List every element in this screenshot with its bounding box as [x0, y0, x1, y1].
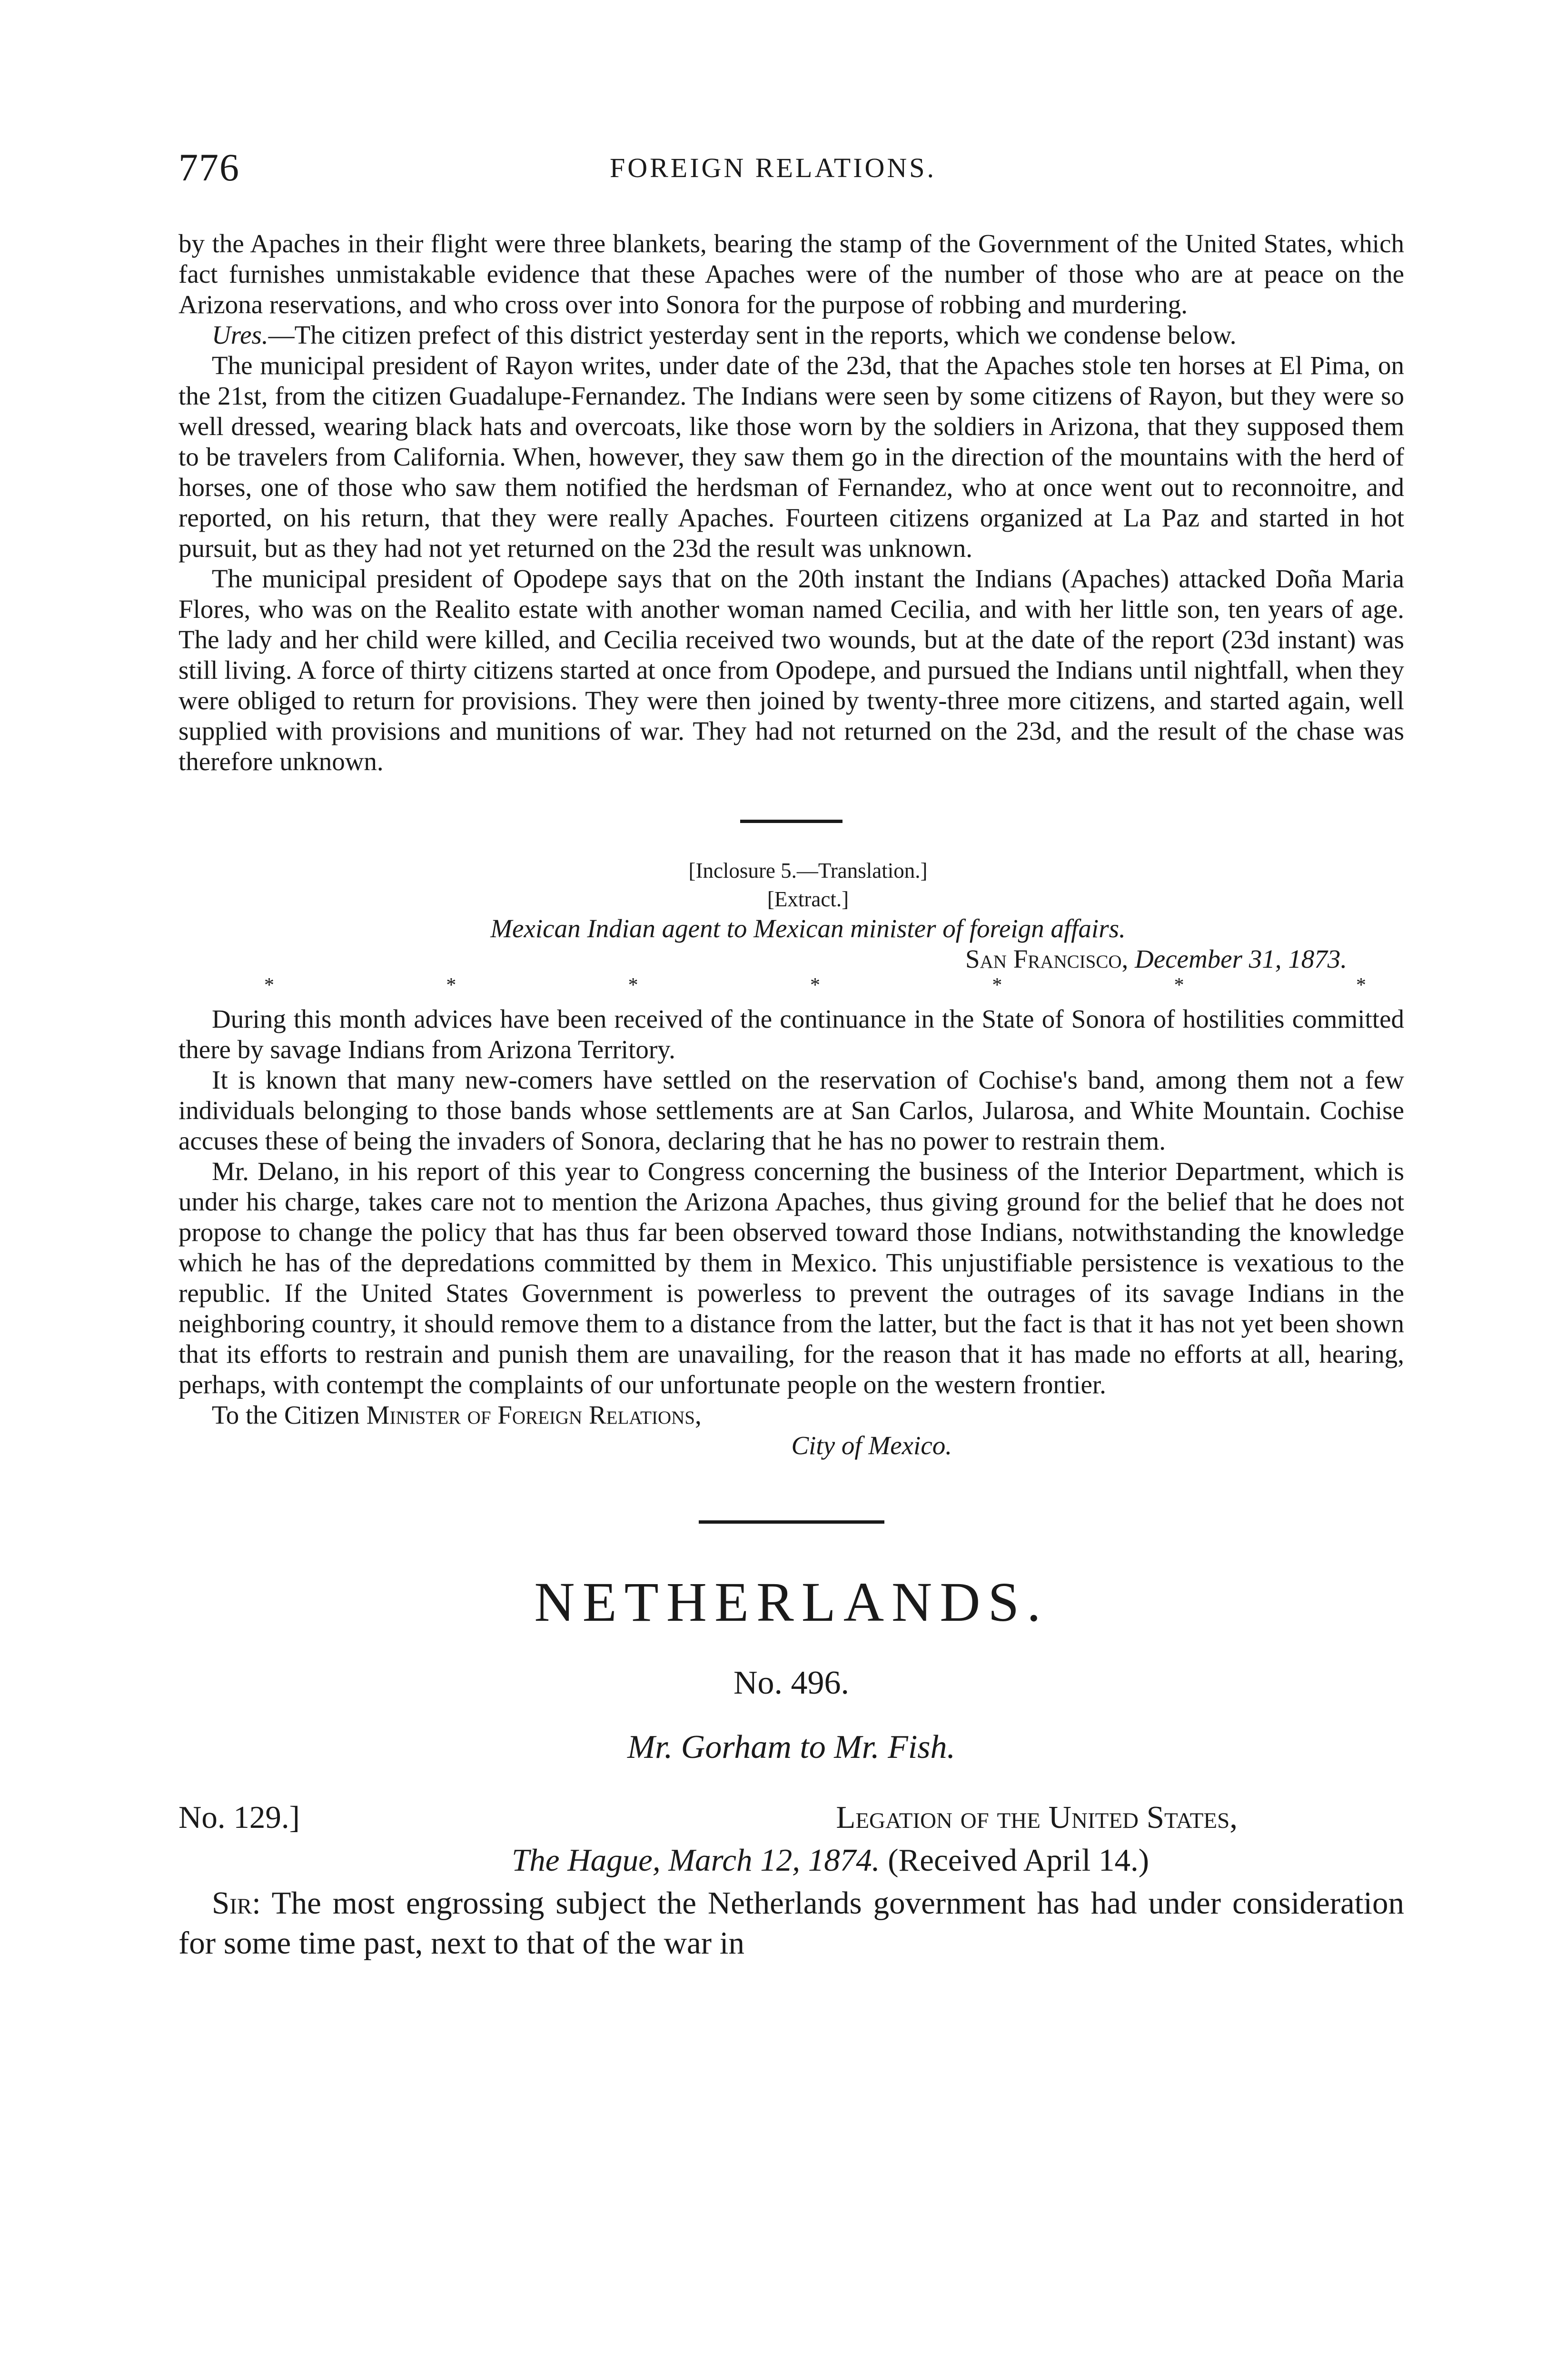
inclosure-paragraph: It is known that many new-comers have settled on the reservation of Cochise's band, among them not a few individuals belonging to those bands whose settlements are at San Carlos, Jularosa, and White Mountain. Cochise accuses these of being the invaders of Sonora, declaring that he has no power to restrain them. — [178, 1065, 1404, 1155]
letter-place: The Hague, — [512, 1843, 661, 1878]
page-number: 776 — [178, 146, 240, 189]
country-heading: NETHERLANDS. — [534, 1571, 1049, 1633]
inclosure-paragraph: Mr. Delano, in his report of this year to Congress concerning the business of the Interior Department, which is under his charge, takes care not to mention the Arizona Apaches, thus giving ground for the belief that he does not propose to change the policy that has thus far been observed toward those Indians, notwithstanding the knowledge which he has of the depredations committed by them in Mexico. This unjustifiable persistence is vexatious to the republic. If the United States Government is powerless to prevent the outrages of its savage Indians in the neighboring country, it should remove them to a distance from the latter, but the fact is that it has not yet been shown that its efforts to restrain and punish them are unavailing, for the reason that it has made no efforts at all, hearing, perhaps, with contempt the complaints of our unfortunate people on the western frontier. — [178, 1157, 1404, 1399]
inclosure-title: Mexican Indian agent to Mexican minister of foreign affairs. — [490, 914, 1126, 943]
document-title: Mr. Gorham to Mr. Fish. — [627, 1729, 956, 1765]
continued-paragraph: by the Apaches in their flight were three blankets, bearing the stamp of the Government of the United States, which fact furnishes unmistakable evidence that these Apaches were of the number of those who are at peace on the Arizona reservations, and who cross over into Sonora for the purpose of robbing and murdering. — [178, 229, 1404, 319]
ures-paragraph — [178, 320, 1404, 350]
asterisk: * — [992, 974, 1002, 996]
rayon-paragraph: The municipal president of Rayon writes, under date of the 23d, that the Apaches stole ten horses at El Pima, on the 21st, from the citizen Guadalupe-Fernandez. The Indians were seen by some citizens of Rayon, but they were so well dressed, wearing black hats and overcoats, like those worn by the soldiers in Arizona, that they supposed them to be travelers from California. When, however, they saw them go in the direction of the mountains with the herd of horses, one of those who saw them notified the herdsman of Fernandez, who at once went out to reconnoitre, and reported, on his return, that they were really Apaches. Fourteen citizens organized at La Paz and started in hot pursuit, but as they had not yet returned on the 23d the result was unknown. — [178, 351, 1404, 563]
letter-dateline-text — [512, 1840, 1149, 1880]
asterisk: * — [1174, 974, 1184, 996]
inclosure-dateline — [178, 944, 1404, 974]
dateline-place: San Francisco, — [965, 944, 1129, 973]
letter-dateline — [178, 1840, 1404, 1883]
legation-name: Legation of the United States, — [836, 1800, 1238, 1835]
document-number: No. 496. — [733, 1665, 850, 1701]
opodepe-paragraph: The municipal president of Opodepe says that on the 20th instant the Indians (Apaches) attacked Doña Maria Flores, who was on the Realito estate with another woman named Cecilia, and with her little son, ten years of age. The lady and her child were killed, and Cecilia received two wounds, but at the date of the report (23d instant) was still living. A force of thirty citizens started at once from Opodepe, and pursued the Indians until nightfall, when they were obliged to return for provisions. They were then joined by twenty-three more citizens, and started again, well supplied with provisions and munitions of war. They had not returned on the 23d, and the result of the chase was therefore unknown. — [178, 564, 1404, 776]
letter-date: March 12, 1874. — [668, 1843, 880, 1878]
dateline-date: December 31, 1873. — [1135, 944, 1347, 973]
section-divider — [699, 1520, 884, 1524]
letter-body — [178, 1883, 1404, 1963]
salutation: Sir: — [212, 1885, 261, 1921]
page-header — [178, 145, 1368, 193]
inclosure-paragraph: During this month advices have been received of the continuance in the State of Sonora of hostilities committed there by savage Indians from Arizona Territory. — [178, 1004, 1404, 1064]
asterisk: * — [1356, 974, 1366, 996]
letter-number: No. 129.] — [178, 1800, 300, 1835]
closing-place: City of Mexico. — [791, 1431, 952, 1460]
asterisk: * — [446, 974, 456, 996]
received-date: (Received April 14.) — [888, 1843, 1150, 1878]
letter-header — [178, 1797, 1404, 1840]
asterisk: * — [628, 974, 638, 996]
ures-lead: Ures. — [212, 320, 268, 349]
page-body — [178, 228, 1404, 1963]
closing-to: To the Citizen — [212, 1400, 360, 1429]
letter-text: The most engrossing subject the Netherlands government has had under consideration for some time past, next to that of the war in — [178, 1885, 1404, 1961]
ellipsis-asterisks — [178, 974, 1404, 996]
inclosure-label: [Inclosure 5.—Translation.] — [688, 859, 928, 883]
ures-text: —The citizen prefect of this district yesterday sent in the reports, which we condense below. — [268, 320, 1237, 349]
asterisk: * — [810, 974, 820, 996]
closing-title: Minister of Foreign Relations, — [366, 1400, 702, 1429]
running-title: FOREIGN RELATIONS. — [609, 152, 937, 183]
extract-label: [Extract.] — [767, 887, 849, 911]
section-divider — [740, 820, 842, 823]
closing-address — [178, 1400, 1404, 1430]
asterisk: * — [264, 974, 274, 996]
